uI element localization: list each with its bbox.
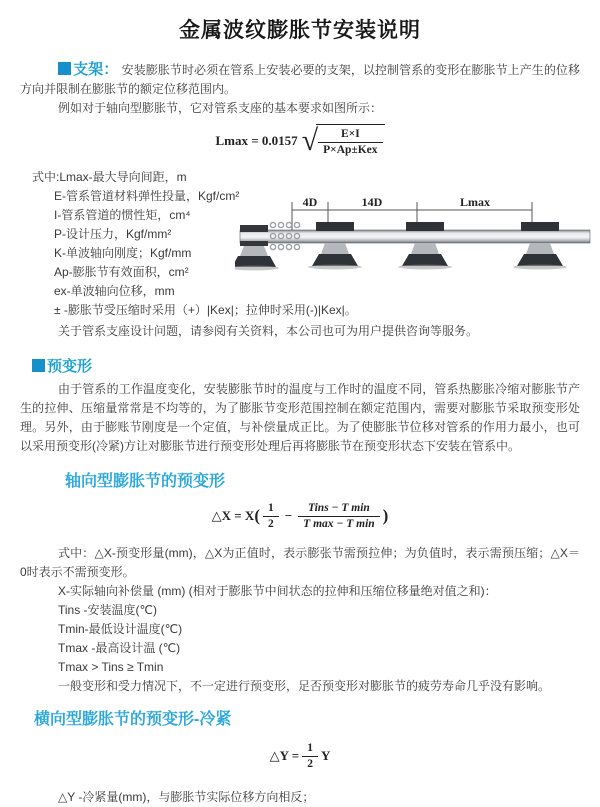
half-numerator: 1 [268,501,274,514]
lateral-formula [20,741,580,772]
support-note: 关于管系支座设计问题，请参阅有关资料，本公司也可为用户提供咨询等服务。 [58,323,479,338]
param-line: X-实际轴向补偿量 (mm) (相对于膨胀节中间状态的拉伸和压缩位移量绝对值之和)： [58,583,497,598]
half-numerator: 1 [307,741,313,754]
pipe-support-diagram [235,194,595,294]
minus-sign: − [284,508,293,524]
dim-label-4d: 4D [302,194,318,209]
temp-denominator: T max − T min [298,516,380,532]
lmax-radicand [316,124,384,158]
plus-minus-note: ± -膨胀节受压缩时采用（+）|Kex|；拉伸时采用(-)|Kex|。 [54,302,357,317]
definitions-and-diagram [20,168,580,301]
param-line: Tins -安装温度(℃) [58,602,158,617]
param-line: Tmax > Tins ≥ Tmin [58,659,164,674]
axial-subheading: 轴向型膨胀节的预变形 [65,472,226,490]
section-marker-icon [32,359,45,372]
axial-parameter-lines [20,582,580,696]
support-intro-text: 安装膨胀节时必须在管系上安装必要的支架，以控制管系的变形在膨胀节上产生的位移方向并限制在膨胀节的额定位移范围内。 [20,63,580,96]
support-example-line: 例如对于轴向型膨胀节，它对管系支座的基本要求如图所示： [58,101,383,115]
definition-line: P-设计压力，Kgf/mm² [54,226,172,241]
axial-formula [20,501,580,532]
pipe-support [398,222,452,269]
predeform-heading-label: 预变形 [47,357,93,375]
half-denominator: 2 [302,756,318,772]
lmax-numerator: E×I [340,128,360,140]
definition-line: E-管系管道材料弹性投量，Kgf/cm² [54,188,240,203]
temp-numerator: Tins − T min [308,501,370,514]
pipe [240,230,590,243]
predeform-paragraph: 由于管系的工作温度变化，安装膨胀节时的温度与工作时的温度不同，管系热膨胀冷缩对膨胀节产生的拉伸、压缩量常常是不均等的，为了膨胀节变形范围控制在额定范围内，需要对膨胀节采取预变形处理。另外，由于膨账节刚度是一个定值，与补偿量成正比。为了使膨胀节位移对管系的作用力最小，也可以采用预变形(冷紧)方让对膨胀节进行预变形处理后再将膨胀节在预变形状态下安装在管系中。 [20,381,580,453]
section-marker-icon [58,62,71,75]
lmax-formula-lhs: Lmax = 0.0157 [215,132,298,148]
definition-line: 式中:Lmax-最大导向间距，m [32,169,187,184]
dim-label-lmax: Lmax [460,194,490,209]
one-half-fraction [302,741,318,772]
sqrt-symbol: √ [301,123,319,157]
lateral-formula-lhs: △Y = [269,748,300,764]
right-paren: ) [382,506,389,526]
dim-label-14d: 14D [361,194,383,209]
one-half-fraction [263,501,279,532]
definition-line: Ap-膨胀节有效面积，cm² [54,264,189,279]
support-section-heading: 支架： [73,61,119,78]
lmax-denominator: P×Ap±Kex [318,142,382,158]
definition-line: K-单波轴向刚度；Kgf/mm [54,245,192,260]
temperature-fraction [298,501,380,532]
support-intro-paragraph [20,60,580,99]
predeform-section-heading [32,355,580,376]
axial-formula-lhs: △X = X [211,508,255,524]
axial-explain: 式中：△X-预变形量(mm)，△X为正值时，表示膨张节需预拉伸；为负值时，表示需预压缩；△X＝0时表示不需预变形。 [20,545,580,579]
definition-line: ex-单波轴向位移，mm [54,283,175,298]
page-title: 金属波纹膨胀节安装说明 [179,19,421,42]
pipe-support [513,222,567,269]
lateral-explain: △Y -冷紧量(mm)，与膨胀节实际位移方向相反； [58,789,315,804]
lmax-formula [20,124,580,158]
param-line: Tmax -最高设计温 (℃) [58,640,181,655]
lateral-formula-rhs: Y [320,748,331,764]
lateral-subheading: 横向型膨胀节的预变形-冷紧 [34,710,232,728]
half-denominator: 2 [263,516,279,532]
left-paren: ( [254,506,260,526]
definition-line: I-管系管道的惯性矩，cm⁴ [54,207,191,222]
param-line: Tmin-最低设计温度(℃) [58,621,183,636]
param-line: 一般变形和受力情况下，不一定进行预变形，足否预变形对膨胀节的疲劳寿命几乎没有影响。 [58,678,551,693]
pipe-support [308,222,362,269]
